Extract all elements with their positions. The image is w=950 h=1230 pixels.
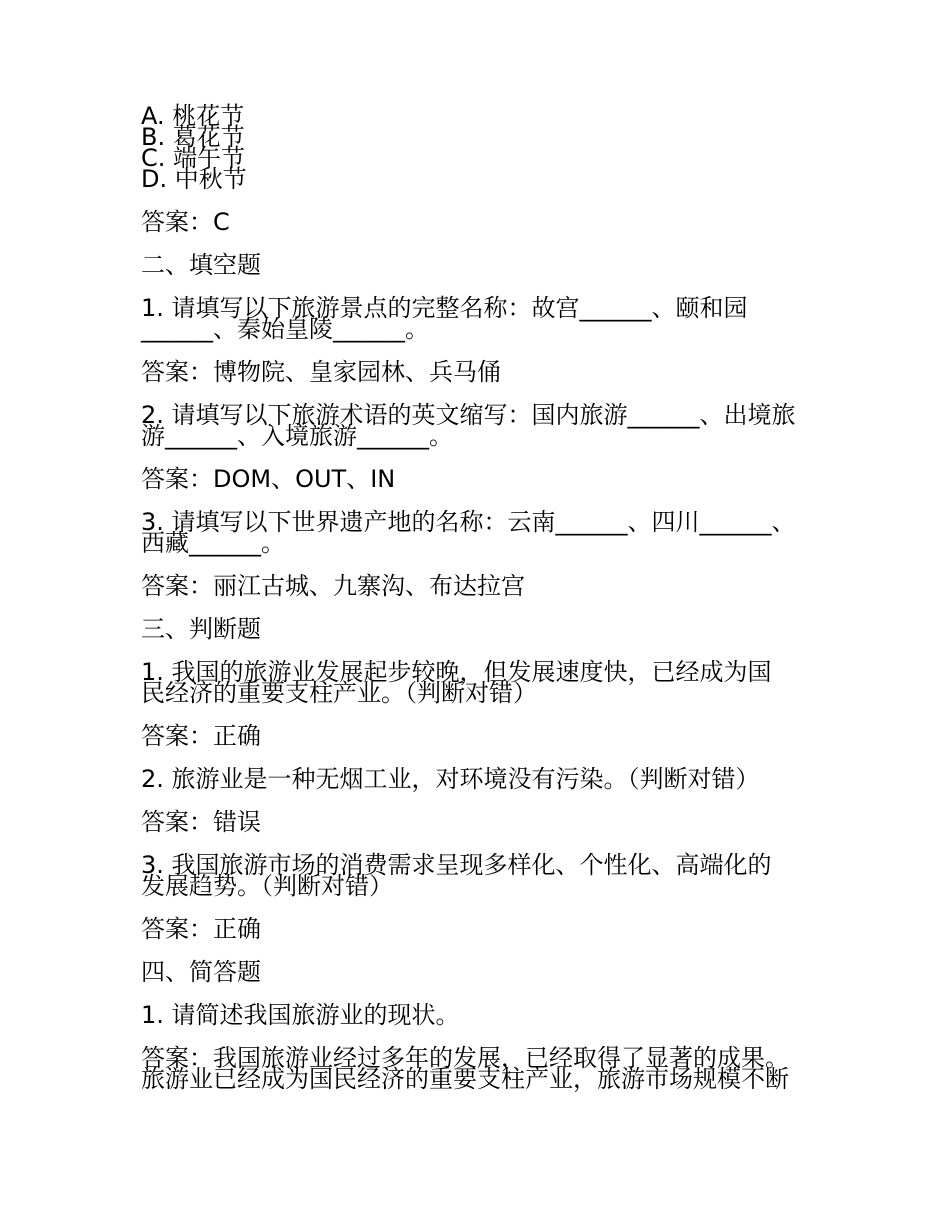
section-heading-true-false: 三、判断题 [141, 615, 261, 643]
answer-3-2: 答案：错误 [141, 808, 261, 836]
answer-multiple-choice: 答案：C [141, 208, 230, 236]
question-3-1 [141, 658, 821, 707]
question-2-3 [141, 508, 821, 557]
answer-line: 答案：我国旅游业经过多年的发展，已经取得了显著的成果。 [141, 1044, 789, 1072]
section-heading-fill-in: 二、填空题 [141, 251, 261, 279]
question-line: 1. 我国的旅游业发展起步较晚，但发展速度快，已经成为国 [141, 658, 772, 686]
question-line: 西藏______。 [141, 529, 285, 557]
option-c: C. 端午节 [141, 144, 246, 172]
question-2-1 [141, 294, 821, 343]
answer-2-2: 答案：DOM、OUT、IN [141, 465, 396, 493]
question-line: 3. 请填写以下世界遗产地的名称：云南______、四川______、 [141, 508, 796, 536]
choice-options [141, 102, 821, 193]
question-line: 3. 我国旅游市场的消费需求呈现多样化、个性化、高端化的 [141, 851, 772, 879]
option-d: D. 中秋节 [141, 165, 247, 193]
question-line: 民经济的重要支柱产业。（判断对错） [141, 679, 537, 707]
section-heading-short-answer: 四、简答题 [141, 958, 261, 986]
question-line: 游______、入境旅游______。 [141, 422, 453, 450]
question-line: 2. 请填写以下旅游术语的英文缩写：国内旅游______、出境旅 [141, 401, 796, 429]
question-line: ______、秦始皇陵______。 [141, 315, 429, 343]
answer-2-1: 答案：博物院、皇家园林、兵马俑 [141, 358, 501, 386]
answer-2-3: 答案：丽江古城、九寨沟、布达拉宫 [141, 572, 525, 600]
question-3-2: 2. 旅游业是一种无烟工业，对环境没有污染。（判断对错） [141, 765, 760, 793]
answer-line: 旅游业已经成为国民经济的重要支柱产业，旅游市场规模不断 [141, 1065, 789, 1093]
document-body [141, 102, 821, 1093]
question-line: 发展趋势。（判断对错） [141, 872, 393, 900]
option-a: A. 桃花节 [141, 102, 245, 130]
question-4-1: 1. 请简述我国旅游业的现状。 [141, 1001, 460, 1029]
question-3-3 [141, 851, 821, 900]
option-b: B. 葛花节 [141, 123, 245, 151]
question-line: 1. 请填写以下旅游景点的完整名称：故宫______、颐和园 [141, 294, 748, 322]
answer-4-1 [141, 1044, 821, 1093]
answer-3-1: 答案：正确 [141, 722, 261, 750]
answer-3-3: 答案：正确 [141, 915, 261, 943]
question-2-2 [141, 401, 821, 450]
